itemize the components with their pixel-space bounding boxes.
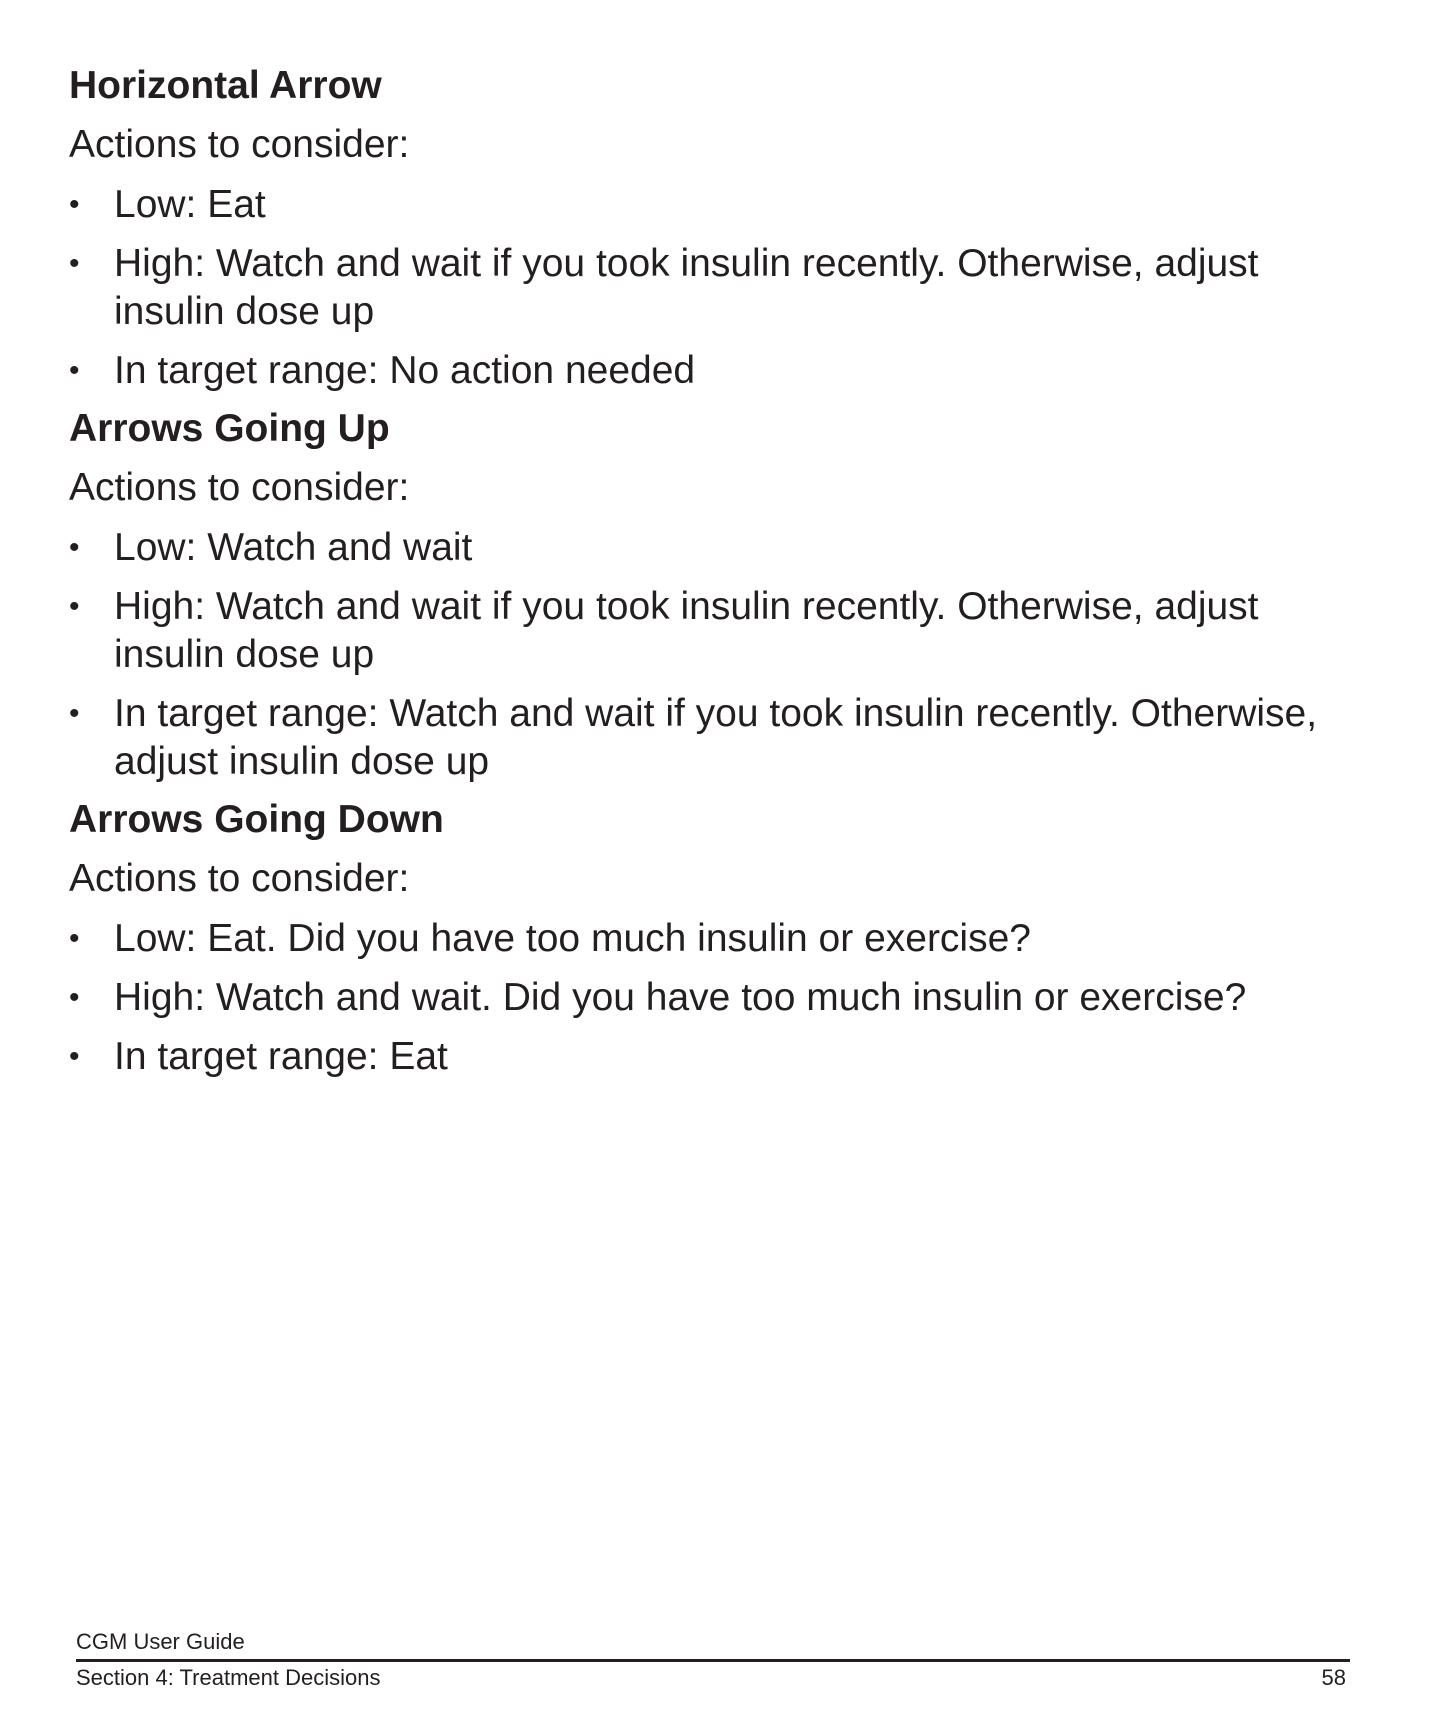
footer-row: [76, 1662, 1346, 1694]
page-number: 58: [1321, 1665, 1346, 1690]
bullet-icon: •: [69, 590, 80, 623]
bullet-item: [69, 181, 1359, 240]
section-intro: Actions to consider:: [69, 857, 410, 900]
bullet-text: Low: Eat: [114, 183, 266, 226]
bullet-text: Low: Watch and wait: [114, 526, 473, 569]
bullet-icon: •: [69, 531, 80, 564]
bullet-list: [69, 524, 1359, 797]
section-intro: Actions to consider:: [69, 466, 410, 509]
bullet-icon: •: [69, 354, 80, 387]
bullet-icon: •: [69, 247, 80, 280]
bullet-item: [69, 524, 1359, 583]
section-heading: Arrows Going Up: [69, 407, 390, 450]
bullet-text: Low: Eat. Did you have too much insulin or exercise?: [114, 917, 1031, 960]
bullet-item: [69, 583, 1359, 690]
bullet-icon: •: [69, 1040, 80, 1073]
section-intro: Actions to consider:: [69, 123, 410, 166]
bullet-item: [69, 974, 1359, 1033]
bullet-list: [69, 915, 1359, 1092]
section-heading: Arrows Going Down: [69, 798, 444, 841]
section-heading: Horizontal Arrow: [69, 64, 382, 107]
bullet-text: High: Watch and wait if you took insulin recently. Otherwise, adjust insulin dose up: [114, 585, 1259, 676]
page-footer: [76, 1629, 1346, 1694]
bullet-item: [69, 347, 1359, 406]
bullet-icon: •: [69, 697, 80, 730]
bullet-text: In target range: Eat: [114, 1035, 448, 1078]
footer-section-title: Section 4: Treatment Decisions: [76, 1665, 381, 1690]
bullet-item: [69, 240, 1359, 347]
bullet-icon: •: [69, 188, 80, 221]
bullet-text: In target range: Watch and wait if you took insulin recently. Otherwise, adjust insulin dose up: [114, 692, 1318, 783]
page-content: [69, 63, 1359, 1092]
bullet-list: [69, 181, 1359, 406]
bullet-icon: •: [69, 922, 80, 955]
bullet-text: High: Watch and wait if you took insulin recently. Otherwise, adjust insulin dose up: [114, 242, 1259, 333]
bullet-item: [69, 690, 1359, 797]
bullet-item: [69, 915, 1359, 974]
bullet-text: High: Watch and wait. Did you have too much insulin or exercise?: [114, 976, 1247, 1019]
bullet-text: In target range: No action needed: [114, 349, 696, 392]
bullet-item: [69, 1033, 1359, 1092]
bullet-icon: •: [69, 981, 80, 1014]
footer-guide-title: CGM User Guide: [76, 1629, 245, 1654]
